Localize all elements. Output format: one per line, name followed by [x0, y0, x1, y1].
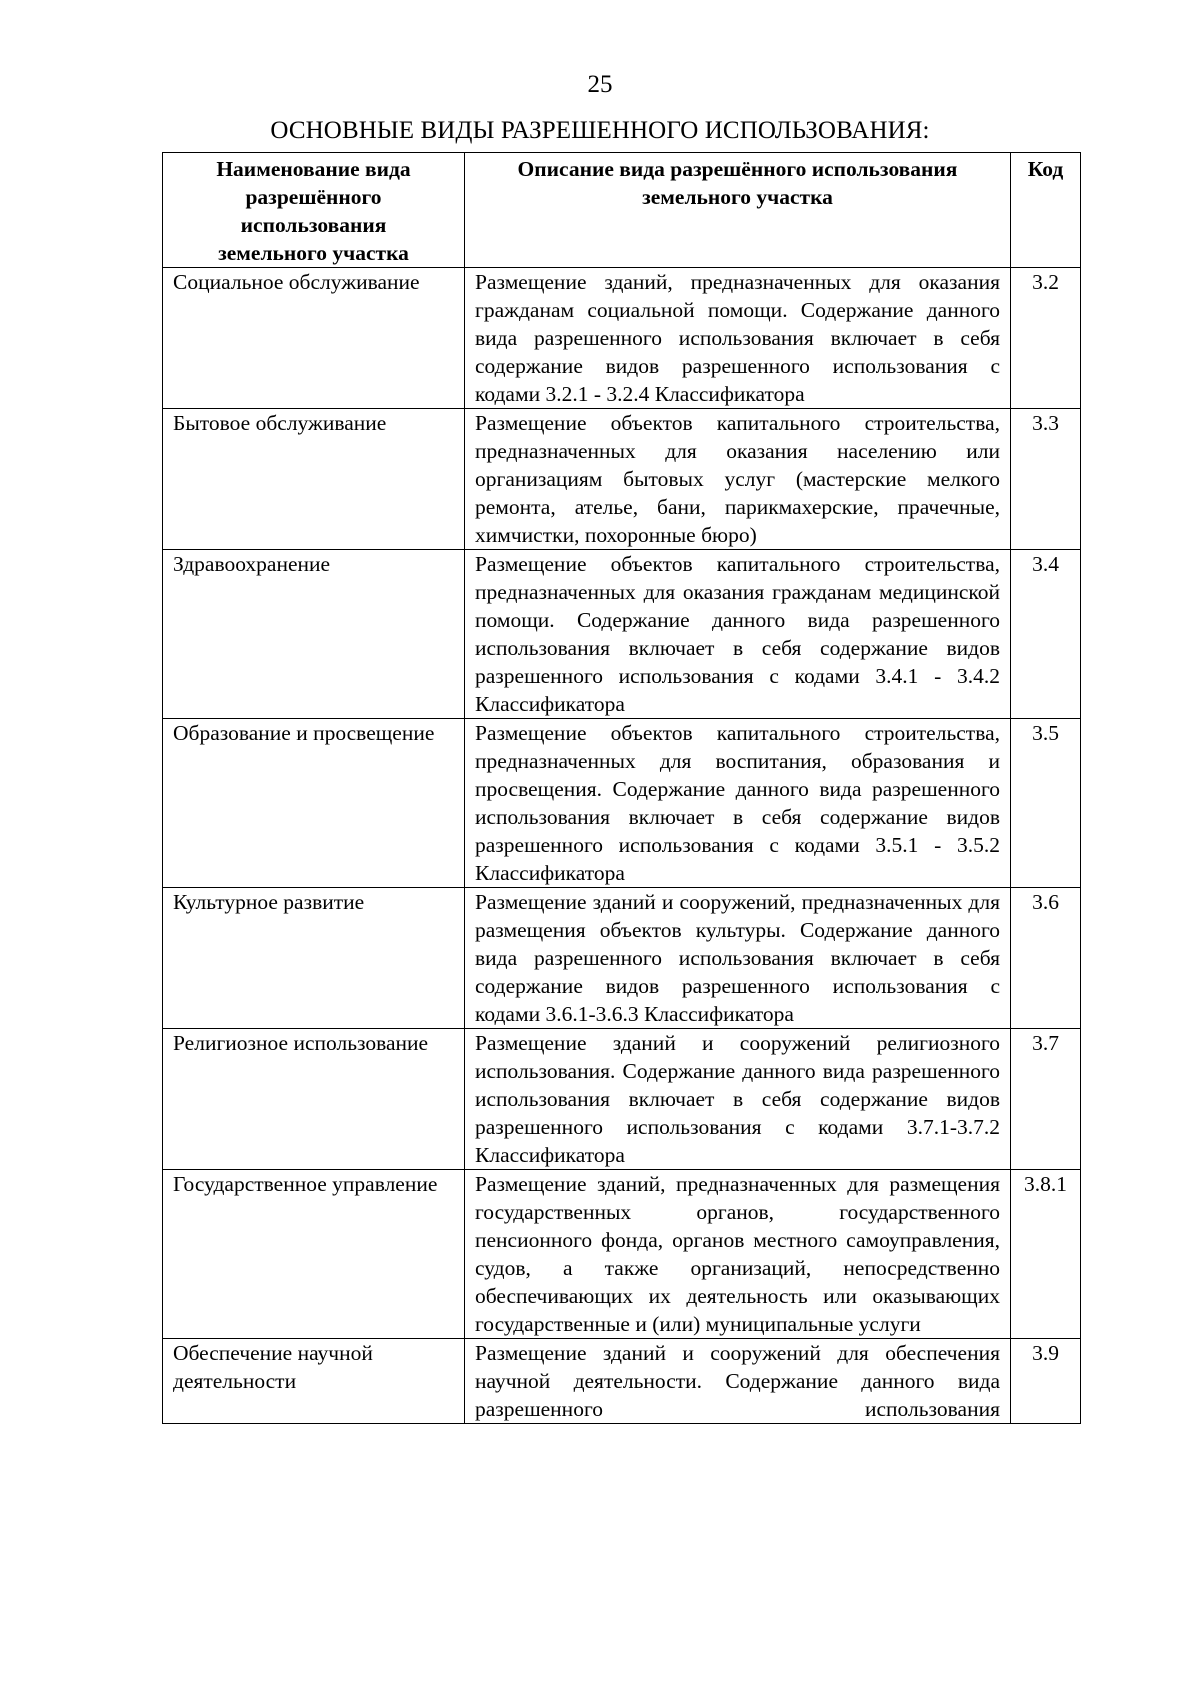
row-name: Религиозное использование [163, 1029, 465, 1170]
row-description: Размещение зданий, предназначенных для оказания гражданам социальной помощи. Содержание данного вида разрешенного использования включает в себя содержание видов разрешенного использования с кодами 3.2.1 - 3.2.4 Классификатора [465, 268, 1011, 409]
row-name: Здравоохранение [163, 550, 465, 719]
row-code: 3.4 [1011, 550, 1081, 719]
table-row [163, 409, 1081, 550]
row-code: 3.9 [1011, 1339, 1081, 1424]
table-row [163, 1339, 1081, 1424]
row-name: Государственное управление [163, 1170, 465, 1339]
row-code: 3.8.1 [1011, 1170, 1081, 1339]
row-name: Обеспечение научной деятельности [163, 1339, 465, 1424]
row-description: Размещение зданий, предназначенных для размещения государственных органов, государственного пенсионного фонда, органов местного самоуправления, судов, а также организаций, непосредственно обеспечивающих их деятельность или оказывающих государственные и (или) муниципальные услуги [465, 1170, 1011, 1339]
header-code: Код [1011, 153, 1081, 268]
table-row [163, 1170, 1081, 1339]
page-title: ОСНОВНЫЕ ВИДЫ РАЗРЕШЕННОГО ИСПОЛЬЗОВАНИЯ: [270, 117, 930, 144]
row-description: Размещение зданий и сооружений, предназначенных для размещения объектов культуры. Содержание данного вида разрешенного использования включает в себя содержание видов разрешенного использования с кодами 3.6.1-3.6.3 Классификатора [465, 888, 1011, 1029]
row-description: Размещение зданий и сооружений для обеспечения научной деятельности. Содержание данного вида разрешенного использования [465, 1339, 1011, 1424]
row-name: Бытовое обслуживание [163, 409, 465, 550]
row-code: 3.6 [1011, 888, 1081, 1029]
table-body [163, 268, 1081, 1424]
page-number: 25 [587, 71, 613, 98]
table-row [163, 268, 1081, 409]
table-row [163, 1029, 1081, 1170]
row-code: 3.7 [1011, 1029, 1081, 1170]
table-header [163, 153, 1081, 268]
table-row [163, 888, 1081, 1029]
row-name: Образование и просвещение [163, 719, 465, 888]
row-code: 3.2 [1011, 268, 1081, 409]
land-use-table [162, 152, 1081, 1424]
header-name: Наименование вида разрешённого использования земельного участка [163, 153, 465, 268]
row-description: Размещение объектов капитального строительства, предназначенных для оказания гражданам медицинской помощи. Содержание данного вида разрешенного использования включает в себя содержание видов разрешенного использования с кодами 3.4.1 - 3.4.2 Классификатора [465, 550, 1011, 719]
row-name: Культурное развитие [163, 888, 465, 1029]
header-row [163, 153, 1081, 268]
table-row [163, 719, 1081, 888]
table-row [163, 550, 1081, 719]
header-description: Описание вида разрешённого использования земельного участка [465, 153, 1011, 268]
row-description: Размещение объектов капитального строительства, предназначенных для оказания населению или организациям бытовых услуг (мастерские мелкого ремонта, ателье, бани, парикмахерские, прачечные, химчистки, похоронные бюро) [465, 409, 1011, 550]
row-description: Размещение зданий и сооружений религиозного использования. Содержание данного вида разрешенного использования включает в себя содержание видов разрешенного использования с кодами 3.7.1-3.7.2 Классификатора [465, 1029, 1011, 1170]
row-code: 3.5 [1011, 719, 1081, 888]
row-description: Размещение объектов капитального строительства, предназначенных для воспитания, образования и просвещения. Содержание данного вида разрешенного использования включает в себя содержание видов разрешенного использования с кодами 3.5.1 - 3.5.2 Классификатора [465, 719, 1011, 888]
row-code: 3.3 [1011, 409, 1081, 550]
row-name: Социальное обслуживание [163, 268, 465, 409]
